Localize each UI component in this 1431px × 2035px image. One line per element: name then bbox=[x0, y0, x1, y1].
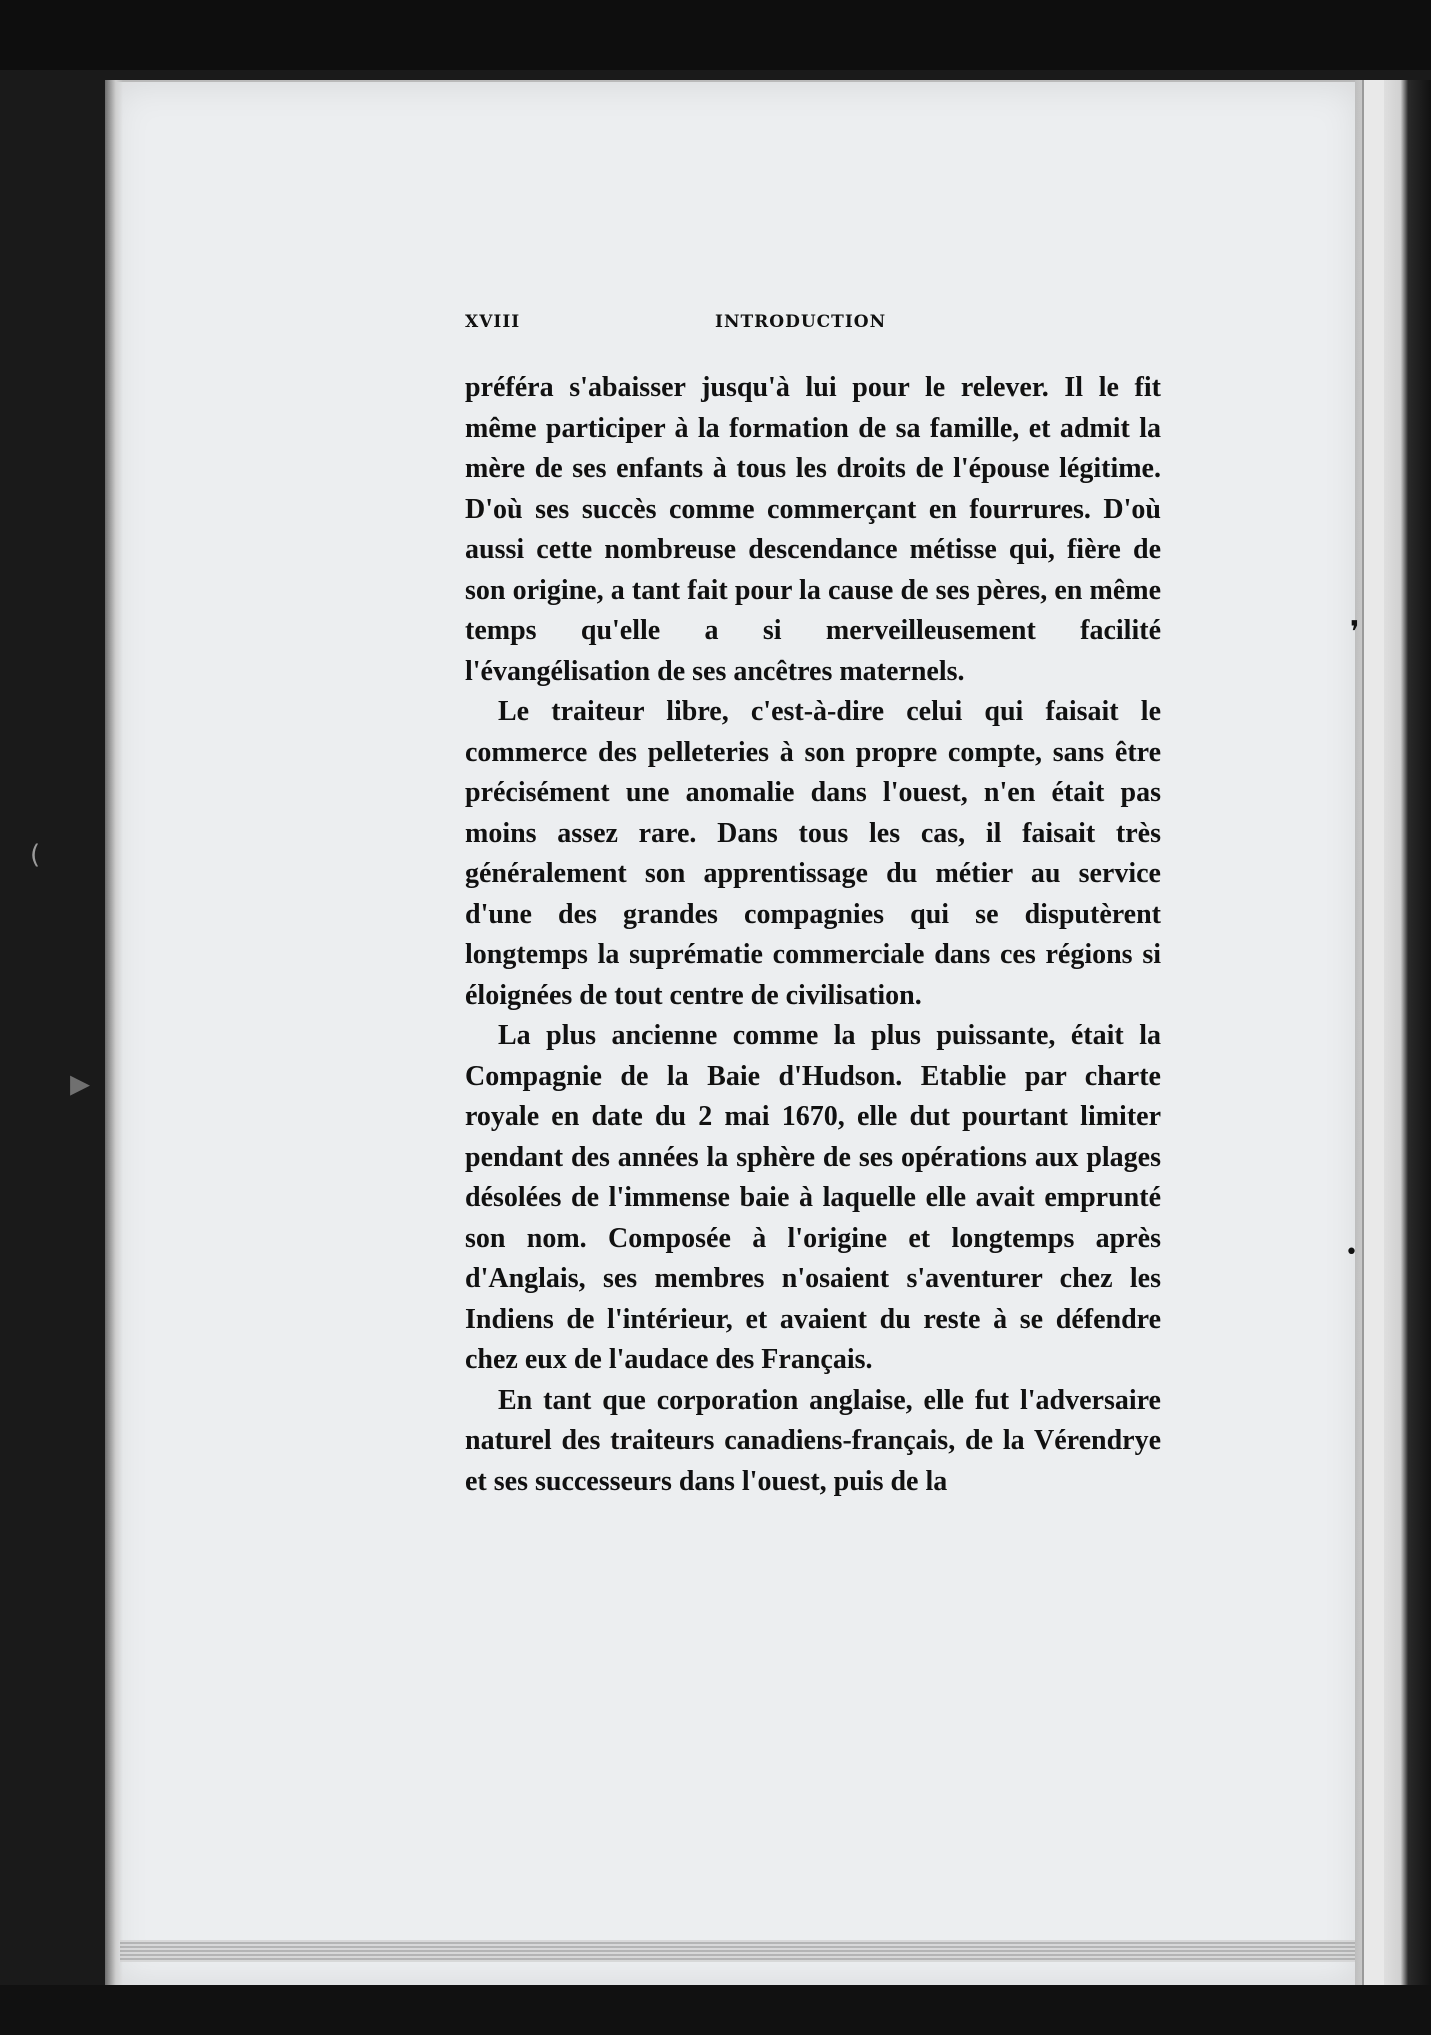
page-number: XVIII bbox=[465, 312, 521, 332]
margin-speck: ▸ bbox=[70, 1060, 91, 1106]
paragraph: préféra s'abaisser jusqu'à lui pour le relever. Il le fit même participer à la formation de sa famille, et admit la mère de ses enfants à tous les droits de l'épouse légitime. D'où ses succès comme commerçant en fourrures. D'où aussi cette nombreuse descendance métisse qui, fière de son origine, a tant fait pour la cause de ses pères, en même temps qu'elle a si merveilleusement facilité l'évangélisation de ses ancêtres maternels. bbox=[465, 372, 1161, 687]
paragraph: Le traiteur libre, c'est-à-dire celui qui faisait le commerce des pelleteries à son propre compte, sans être précisément une anomalie dans l'ouest, n'en était pas moins assez rare. Dans tous les cas, il faisait très généralement son apprentissage du métier au service d'une des grandes compagnies qui se disputèrent longtemps la suprématie commerciale dans ces régions si éloignées de tout centre de civilisation. bbox=[465, 696, 1161, 1011]
scan-background-bottom bbox=[0, 1985, 1431, 2035]
page-header bbox=[465, 312, 1165, 342]
facing-page-edge bbox=[1362, 80, 1384, 1985]
page-bottom-edge bbox=[120, 1940, 1355, 1962]
body-text bbox=[465, 368, 1161, 1502]
running-head: INTRODUCTION bbox=[715, 312, 887, 332]
paragraph: La plus ancienne comme la plus puissante, était la Compagnie de la Baie d'Hudson. Etablie par charte royale en date du 2 mai 1670, elle dut pourtant limiter pendant des années la sphère de ses opérations aux plages désolées de l'immense baie à laquelle elle avait emprunté son nom. Composée à l'origine et longtemps après d'Anglais, ses membres n'osaient s'aventurer chez les Indiens de l'intérieur, et avaient du reste à se défendre chez eux de l'audace des Français. bbox=[465, 1020, 1161, 1375]
page-left-edge bbox=[105, 80, 123, 1985]
margin-speck: ❜ bbox=[1350, 615, 1360, 650]
paragraph: En tant que corporation anglaise, elle fut l'adversaire naturel des traiteurs canadiens-français, de la Vérendrye et ses successeurs dans l'ouest, puis de la bbox=[465, 1384, 1161, 1497]
margin-speck: • bbox=[1345, 1240, 1358, 1265]
scan-background-top bbox=[0, 0, 1431, 70]
margin-speck: ( bbox=[30, 840, 41, 870]
